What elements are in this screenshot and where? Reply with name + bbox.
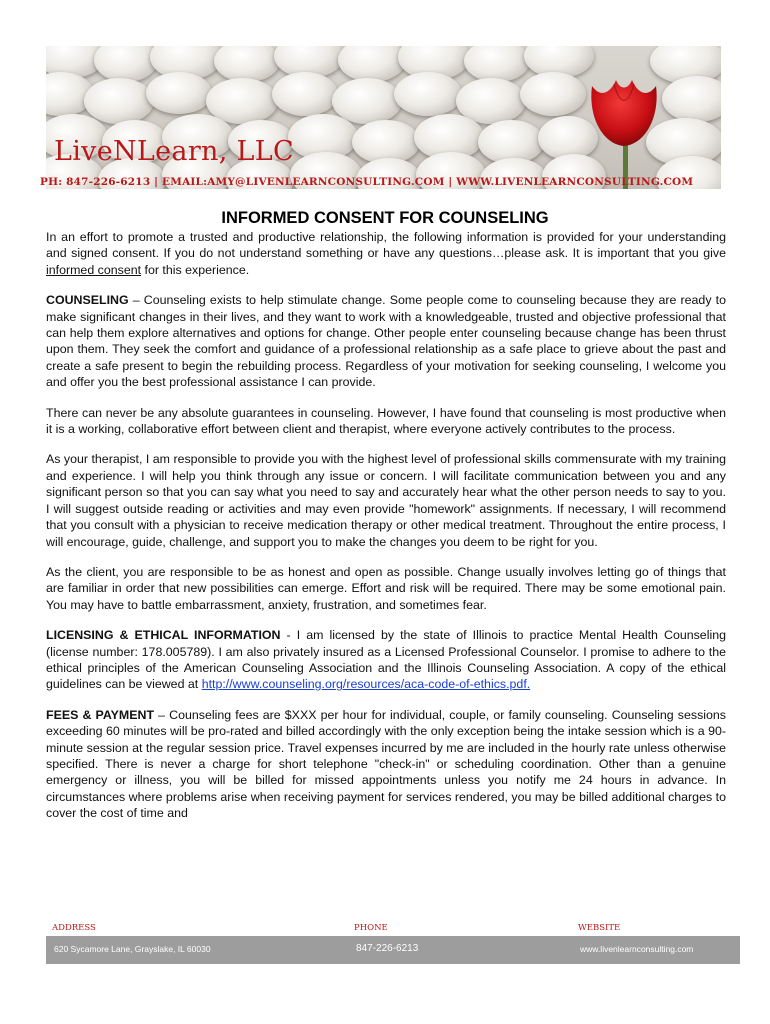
footer-phone-label: PHONE: [354, 923, 388, 933]
footer-address: 620 Sycamore Lane, Grayslake, IL 60030: [54, 944, 211, 954]
brand-name: LiveNLearn, LLC: [54, 136, 294, 167]
licensing-heading: LICENSING & ETHICAL INFORMATION: [46, 628, 281, 643]
counseling-paragraph: [46, 292, 726, 390]
document-body: [46, 229, 726, 836]
footer-phone: 847-226-6213: [356, 943, 419, 954]
intro-paragraph: [46, 229, 726, 278]
counseling-heading: COUNSELING: [46, 293, 129, 308]
licensing-text: - I am licensed by the state of Illinois to practice Mental Health Counseling (license number: 178.005789). I am also privately insured as a Licensed Professional Counselor. I promise to adhere to the ethical principles of the American Counseling Association and the Illinois Counseling Association. A copy of the ethical guidelines can be viewed at: [46, 628, 726, 692]
fees-heading: FEES & PAYMENT: [46, 707, 155, 722]
counseling-text: – Counseling exists to help stimulate change. Some people come to counseling because they are ready to make significant changes in their lives, and they want to work with a knowledgeable, trusted and objective professional that can help them explore alternatives and options for change. Other people enter counseling because change has been thrust upon them. They seek the comfort and guidance of a professional relationship as a safe place to grieve about the past and create a safe present to begin the rebuilding process. Regardless of your motivation for seeking counseling, I welcome you and offer you the best professional assistance I can provide.: [46, 293, 726, 390]
header-banner-image: [46, 46, 721, 189]
header-contact-line: PH: 847-226-6213 | EMAIL:AMY@LIVENLEARNCONSULTING.COM | WWW.LIVENLEARNCONSULTING.COM: [40, 176, 694, 188]
guarantees-paragraph: There can never be any absolute guarantees in counseling. However, I have found that counseling is most productive when it is a working, collaborative effort between client and therapist, where everyone actively contributes to the process.: [46, 405, 726, 437]
red-tulip-icon: [584, 76, 664, 148]
licensing-paragraph: [46, 627, 726, 693]
footer-address-label: ADDRESS: [52, 923, 96, 933]
footer-website-label: WEBSITE: [578, 923, 621, 933]
footer-labels: [52, 923, 732, 937]
fees-paragraph: [46, 707, 726, 822]
informed-consent-text: informed consent: [46, 262, 142, 277]
therapist-paragraph: As your therapist, I am responsible to provide you with the highest level of professional skills commensurate with my training and experience. I will help you think through any issue or concern. I will facilitate communication between you and any significant person so that you can say what you need to say and accurately hear what the other person needs to say to you. I will suggest outside reading or activities and may even provide "homework" assignments. If necessary, I will recommend that you consult with a physician to receive medication therapy or other medical treatment. Throughout the entire process, I will encourage, guide, challenge, and support you to make the changes you deem to be right for you.: [46, 452, 726, 549]
footer-website[interactable]: www.livenlearnconsulting.com: [580, 944, 694, 954]
document-title: INFORMED CONSENT FOR COUNSELING: [221, 209, 549, 227]
footer-bar: [46, 936, 740, 964]
intro-text: In an effort to promote a trusted and productive relationship, the following information is provided for your understanding and signed consent. If you do not understand something or have any questions…please ask. It is important that you give: [46, 230, 726, 261]
client-paragraph: As the client, you are responsible to be as honest and open as possible. Change usually involves letting go of things that are familiar in order that new possibilities can emerge. Effort and risk will be required. There may be some emotional pain. You may have to battle embarrassment, anxiety, frustration, and sometimes fear.: [46, 564, 726, 612]
fees-text: – Counseling fees are $XXX per hour for individual, couple, or family counseling. Counseling sessions exceeding 60 minutes will be pro-rated and billed accordingly with the only exception being the intake session which is a 90-minute session at the regular session price. Travel expenses incurred by me are included in the hourly rate unless otherwise specified. There is never a charge for short telephone "check-in" or scheduling coordination. Other than a genuine emergency or illness, you will be billed for missed appointments unless you notify me 24 hours in advance. In circumstances where problems arise when receiving payment for services rendered, you may be billed additional charges to cover the cost of time and: [46, 707, 726, 821]
ethics-guidelines-link[interactable]: http://www.counseling.org/resources/aca-code-of-ethics.pdf.: [201, 677, 531, 692]
intro-text-end: for this experience.: [141, 262, 250, 277]
